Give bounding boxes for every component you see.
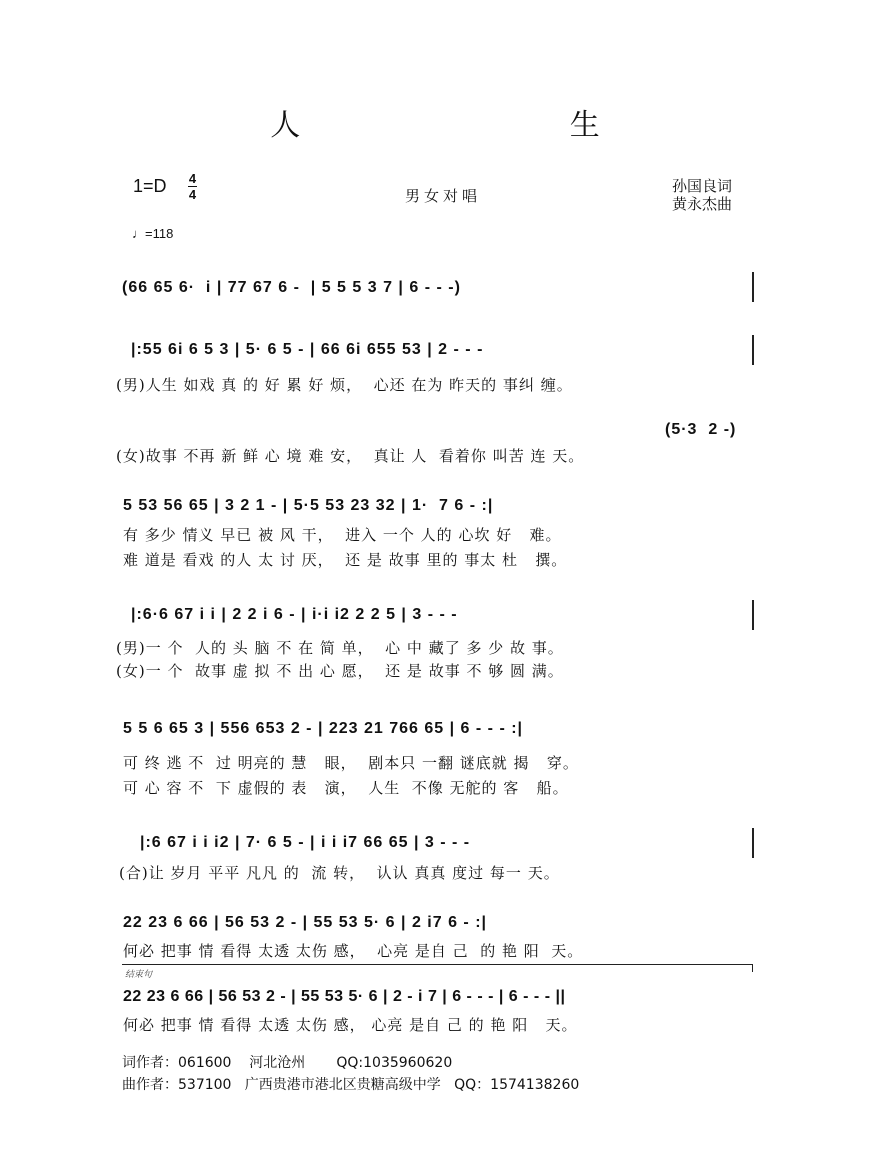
lyric-row-7: (合)让 岁月 平平 凡凡 的 流 转， 认认 真真 度过 每一 天。 bbox=[119, 864, 560, 882]
lyric-row-5b: (女)一 个 故事 虚 拟 不 出 心 愿， 还 是 故事 不 够 圆 满。 bbox=[116, 662, 564, 680]
notation-row-4: 5 53 56 65 | 3 2 1 - | 5·5 53 23 32 | 1· 7 6 - :| bbox=[123, 497, 494, 514]
lyric-row-9: 何必 把事 情 看得 太透 太伤 感， 心亮 是自 己 的 艳 阳 天。 bbox=[123, 1016, 578, 1034]
notation-row-5: |:6·6 67 i i | 2 2 i 6 - | i·i i2 2 2 5 | 3 - - - bbox=[131, 606, 458, 623]
time-signature bbox=[188, 171, 197, 202]
lyric-row-3: (女)故事 不再 新 鲜 心 境 难 安， 真让 人 看着你 叫苦 连 天。 bbox=[116, 447, 585, 465]
lyric-row-4b: 难 道是 看戏 的人 太 讨 厌， 还 是 故事 里的 事太 杜 撰。 bbox=[123, 551, 568, 569]
credits bbox=[672, 177, 732, 213]
notation-row-3: (5·3 2 -) bbox=[665, 421, 737, 438]
time-signature-bottom: 4 bbox=[188, 187, 197, 202]
barline bbox=[752, 272, 754, 302]
barline bbox=[752, 828, 754, 858]
lyric-row-6a: 可 终 逃 不 过 明亮的 慧 眼， 剧本只 一翻 谜底就 揭 穿。 bbox=[123, 754, 579, 772]
lyric-row-8: 何必 把事 情 看得 太透 太伤 感， 心亮 是自 己 的 艳 阳 天。 bbox=[123, 942, 584, 960]
song-title: 人 生 bbox=[270, 108, 730, 143]
time-signature-top: 4 bbox=[188, 171, 197, 186]
composer-contact: 曲作者：537100 广西贵港市港北区贵糖高级中学 QQ：1574138260 bbox=[122, 1077, 580, 1093]
lyric-row-2: (男)人生 如戏 真 的 好 累 好 烦， 心还 在为 昨天的 事纠 缠。 bbox=[116, 376, 573, 394]
notation-row-9: 22 23 6 66 | 56 53 2 - | 55 53 5· 6 | 2 - i 7 | 6 - - - | 6 - - - || bbox=[123, 988, 566, 1005]
ending-bracket-end bbox=[752, 964, 753, 972]
notation-row-8: 22 23 6 66 | 56 53 2 - | 55 53 5· 6 | 2 i7 6 - :| bbox=[123, 914, 487, 931]
lyric-row-5a: (男)一 个 人的 头 脑 不 在 简 单， 心 中 藏了 多 少 故 事。 bbox=[116, 639, 564, 657]
tempo-marking: ♩=118 bbox=[132, 226, 174, 241]
performance-style: 男女对唱 bbox=[405, 187, 482, 205]
composer: 黄永杰曲 bbox=[672, 195, 733, 213]
key-signature: 1=D bbox=[133, 176, 167, 196]
ending-bracket bbox=[122, 964, 752, 965]
notation-row-2: |:55 6i 6 5 3 | 5· 6 5 - | 66 6i 655 53 | 2 - - - bbox=[131, 341, 484, 358]
notation-row-7: |:6 67 i i i2 | 7· 6 5 - | i i i7 66 65 | 3 - - - bbox=[140, 834, 471, 851]
lyric-row-6b: 可 心 容 不 下 虚假的 表 演， 人生 不像 无舵的 客 船。 bbox=[123, 779, 569, 797]
notation-row-1: (66 65 6· i | 77 67 6 - | 5 5 5 3 7 | 6 - - -) bbox=[122, 279, 461, 296]
notation-row-6: 5 5 6 65 3 | 556 653 2 - | 223 21 766 65 | 6 - - - :| bbox=[123, 720, 524, 737]
lyricist: 孙国良词 bbox=[672, 177, 733, 195]
lyricist-contact: 词作者：061600 河北沧州 QQ:1035960620 bbox=[122, 1055, 453, 1071]
lyric-row-4a: 有 多少 情义 早已 被 风 干， 进入 一个 人的 心坎 好 难。 bbox=[123, 526, 562, 544]
barline bbox=[752, 600, 754, 630]
ending-label: 结束句 bbox=[125, 970, 153, 980]
barline bbox=[752, 335, 754, 365]
